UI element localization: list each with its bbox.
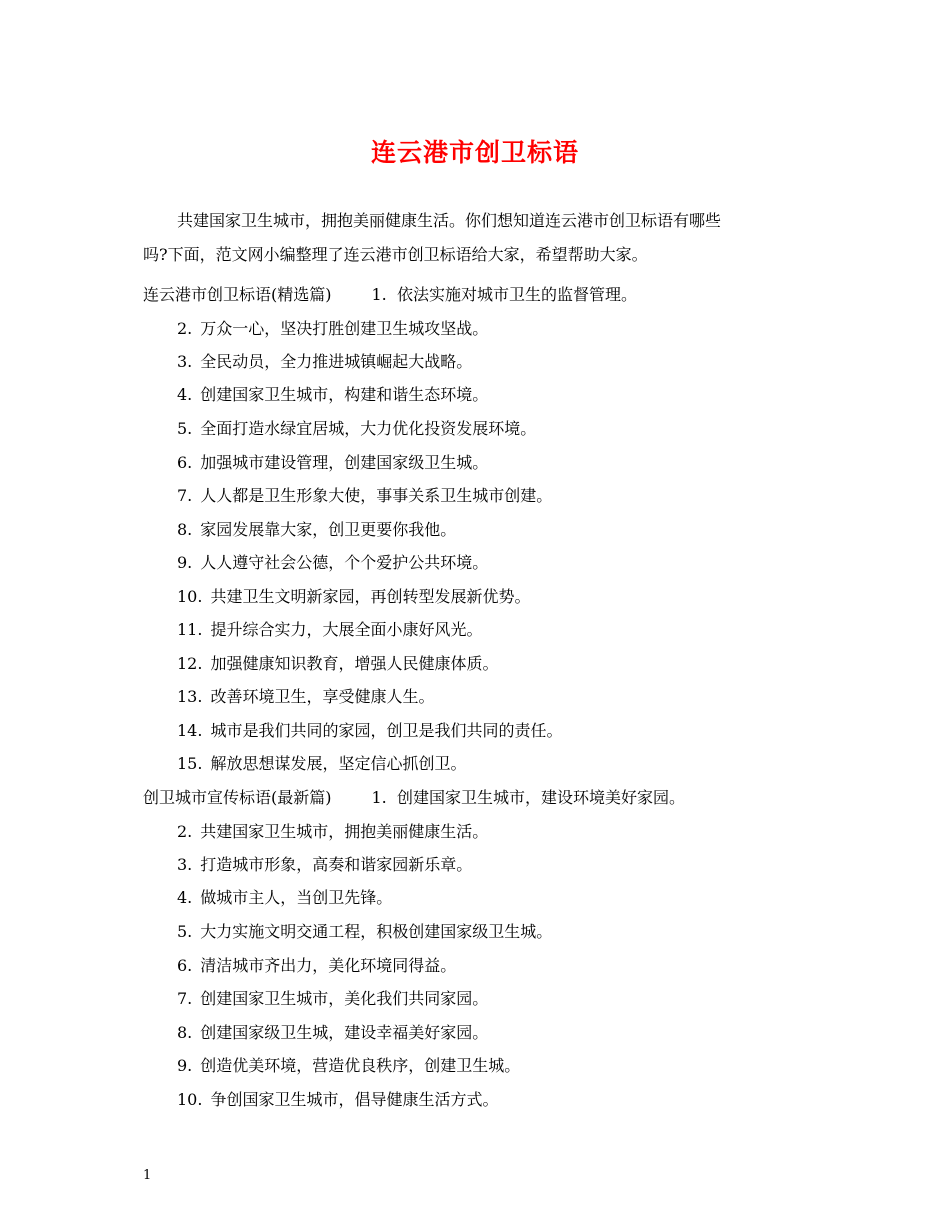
list-item-text: 共建卫生文明新家园，再创转型发展新优势。 [210, 587, 531, 606]
list-item-text: 家园发展靠大家，创卫更要你我他。 [200, 520, 457, 539]
list-item-text: 解放思想谋发展，坚定信心抓创卫。 [210, 754, 467, 773]
list-item-number: 6. [177, 956, 193, 975]
page-number: 1 [143, 1168, 152, 1183]
list-item-text: 万众一心，坚决打胜创建卫生城攻坚战。 [200, 319, 489, 338]
section2-heading-line [143, 785, 685, 808]
list-item-number: 13. [177, 687, 203, 706]
list-item [177, 550, 488, 573]
list-item-text: 争创国家卫生城市，倡导健康生活方式。 [210, 1090, 499, 1109]
list-item-text: 创建国家卫生城市，建设环境美好家园。 [396, 788, 685, 807]
list-item-text: 人人都是卫生形象大使，事事关系卫生城市创建。 [200, 486, 553, 505]
list-item-text: 提升综合实力，大展全面小康好风光。 [210, 620, 483, 639]
list-item-number: 14. [177, 721, 203, 740]
list-item [177, 450, 488, 473]
list-item [177, 986, 488, 1009]
list-item [177, 617, 482, 640]
list-item [177, 316, 488, 339]
list-item [177, 1053, 520, 1076]
list-item [177, 819, 488, 842]
list-item [177, 483, 552, 506]
list-item-number: 5. [177, 922, 193, 941]
list-item [177, 1020, 488, 1043]
list-item-number: 1. [371, 285, 387, 304]
list-item [177, 382, 488, 405]
list-item [177, 718, 562, 741]
list-item-text: 创建国家卫生城市，构建和谐生态环境。 [200, 385, 489, 404]
list-item-number: 8. [177, 520, 193, 539]
list-item [177, 1087, 498, 1110]
list-item [177, 919, 552, 942]
list-item-number: 10. [177, 587, 203, 606]
list-item-number: 7. [177, 989, 193, 1008]
section2-heading: 创卫城市宣传标语(最新篇) [143, 788, 332, 807]
intro-paragraph-line1: 共建国家卫生城市，拥抱美丽健康生活。你们想知道连云港市创卫标语有哪些 [177, 211, 722, 230]
list-item-text: 创建国家级卫生城，建设幸福美好家园。 [200, 1023, 489, 1042]
list-item-text: 城市是我们共同的家园，创卫是我们共同的责任。 [210, 721, 563, 740]
section1-heading-line [143, 282, 637, 305]
list-item [177, 953, 456, 976]
list-item [177, 349, 472, 372]
list-item-text: 打造城市形象，高奏和谐家园新乐章。 [200, 855, 473, 874]
list-item-number: 15. [177, 754, 203, 773]
list-item-text: 创造优美环境，营造优良秩序，创建卫生城。 [200, 1056, 521, 1075]
document-title: 连云港市创卫标语 [370, 138, 579, 167]
list-item-number: 12. [177, 654, 203, 673]
list-item [177, 416, 536, 439]
list-item-text: 人人遵守社会公德，个个爱护公共环境。 [200, 553, 489, 572]
list-item-text: 做城市主人，当创卫先锋。 [200, 888, 393, 907]
list-item-number: 2. [177, 319, 193, 338]
section1-heading: 连云港市创卫标语(精选篇) [143, 285, 332, 304]
list-item [177, 885, 392, 908]
list-item-text: 全面打造水绿宜居城，大力优化投资发展环境。 [200, 419, 537, 438]
list-item-text: 依法实施对城市卫生的监督管理。 [396, 285, 637, 304]
list-item-text: 改善环境卫生，享受健康人生。 [210, 687, 435, 706]
list-item-number: 7. [177, 486, 193, 505]
list-item [177, 751, 466, 774]
list-item-text: 全民动员，全力推进城镇崛起大战略。 [200, 352, 473, 371]
intro-paragraph-line2: 吗?下面，范文网小编整理了连云港市创卫标语给大家，希望帮助大家。 [143, 245, 648, 264]
list-item-text: 清洁城市齐出力，美化环境同得益。 [200, 956, 457, 975]
list-item-text: 加强健康知识教育，增强人民健康体质。 [210, 654, 499, 673]
list-item [177, 684, 434, 707]
list-item [177, 852, 472, 875]
list-item-number: 4. [177, 888, 193, 907]
list-item-number: 1. [371, 788, 387, 807]
list-item-text: 共建国家卫生城市，拥抱美丽健康生活。 [200, 822, 489, 841]
list-item [177, 517, 456, 540]
list-item-number: 11. [177, 620, 203, 639]
list-item-number: 4. [177, 385, 193, 404]
list-item-text: 大力实施文明交通工程，积极创建国家级卫生城。 [200, 922, 553, 941]
list-item-text: 创建国家卫生城市，美化我们共同家园。 [200, 989, 489, 1008]
list-item-number: 9. [177, 553, 193, 572]
list-item-number: 3. [177, 352, 193, 371]
list-item-number: 5. [177, 419, 193, 438]
list-item-text: 加强城市建设管理，创建国家级卫生城。 [200, 453, 489, 472]
list-item [177, 651, 498, 674]
list-item-number: 8. [177, 1023, 193, 1042]
list-item-number: 6. [177, 453, 193, 472]
list-item-number: 10. [177, 1090, 203, 1109]
list-item-number: 2. [177, 822, 193, 841]
list-item-number: 3. [177, 855, 193, 874]
list-item-number: 9. [177, 1056, 193, 1075]
list-item [177, 584, 530, 607]
